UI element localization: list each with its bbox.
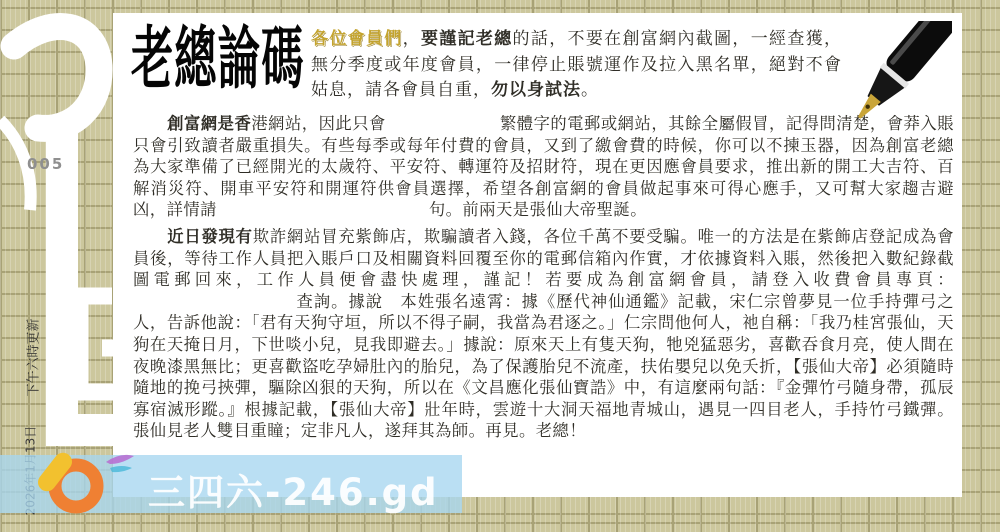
- text-segment: 句。前兩天是張仙大帝聖誕。: [428, 200, 647, 220]
- paragraph: [133, 226, 954, 442]
- paragraph: [133, 113, 954, 221]
- censored-gap: [386, 127, 500, 129]
- left-decorative-column: [0, 0, 113, 515]
- fountain-pen-icon: [840, 21, 952, 139]
- text-segment: 各位會員們: [311, 29, 403, 49]
- text-segment: 港網站，因此只會: [251, 114, 386, 133]
- text-segment: 查詢。據說 本姓張名遠霄：據《歷代神仙通鑑》記載，宋仁宗曾夢見一位手持彈弓之人，告訴他說：「君有天狗守垣，所以不得子嗣，我當為君逐之。」仁宗問他何人，祂自稱：「我乃桂宮張仙，天狗在天掩日月，下世啖小兒，見我即避去。」據說：原來天上有隻天狗，牠兇猛惡劣，喜歡吞食月亮，使人間在夜晚漆黑無比；更喜歡盜吃孕婦肚內的胎兒，為了保護胎兒不流產，扶佑嬰兒以免夭折，【張仙大帝】必須隨時隨地的挽弓挾彈，驅除凶狠的天狗，所以在《文昌應化張仙寶誥》中，有這麼兩句話：『金彈竹弓隨身帶，孤辰寡宿滅形蹤。』根據記載，【張仙大帝】壯年時，雲遊十大洞天福地青城山，遇見一四目老人，手持竹弓鐵彈。張仙見老人雙目重瞳；定非凡人，遂拜其為師。再見。老總！: [133, 291, 954, 441]
- page-title: 老總論碼: [131, 19, 305, 99]
- intro-paragraph-slot: [311, 19, 842, 104]
- content-panel: [113, 13, 962, 497]
- text-segment: 要謹記老總: [420, 29, 513, 49]
- text-segment: 。: [581, 80, 599, 100]
- 246-site-logo-icon: [28, 448, 138, 515]
- censored-gap: [133, 305, 296, 307]
- text-segment: 創富網是香: [167, 114, 252, 133]
- update-time-vertical-label: 下午六時更新: [26, 318, 42, 397]
- text-segment: 欺詐網站冒充紫飾店，欺騙讀者入錢，各位千萬不要受騙。唯一的方法是在紫飾店登記成為會員後，等待工作人員把入賬戶口及相關資料回覆至你的電郵信箱內作實，才依據資料入賬，然後把入數紀錄截圖電郵回來，工作人員便會盡快處理，謹記！若要成為創富網會員，請登入收費會員專頁：: [133, 226, 954, 290]
- text-segment: ，: [402, 29, 421, 49]
- issue-number: 005: [27, 155, 65, 173]
- article: [133, 113, 954, 442]
- decorative-glyph: [0, 0, 113, 515]
- paragraph: [311, 27, 842, 104]
- watermark-text: 三四六-246.gd: [148, 471, 439, 514]
- text-segment: 近日發現有: [167, 226, 253, 246]
- censored-gap: [217, 213, 429, 215]
- header-row: [133, 19, 954, 111]
- text-segment: 繁體字的電郵或網站，其餘全屬假冒，記得問清楚，會莽入賬只會引致讀者嚴重損失。有些每季或每年付費的會員，又到了繳會費的時候，你可以不揀玉器，因為創富老總為大家準備了已經開光的太歲符、平安符、轉運符及招財符，現在更因應會員要求，推出新的開工大吉符、百解消災符、開車平安符和開運符供會員選擇，希望各創富網的會員做起事來可得心應手，又可幫大家趨吉避凶，詳情請: [133, 114, 954, 220]
- text-segment: 勿以身試法: [491, 80, 581, 100]
- text-segment: 的話，不要在創富網內截圖，一經查獲，無分季度或年度會員，一律停止賬號運作及拉入黑名單，絕對不會姑息，請各會員自重，: [311, 29, 843, 100]
